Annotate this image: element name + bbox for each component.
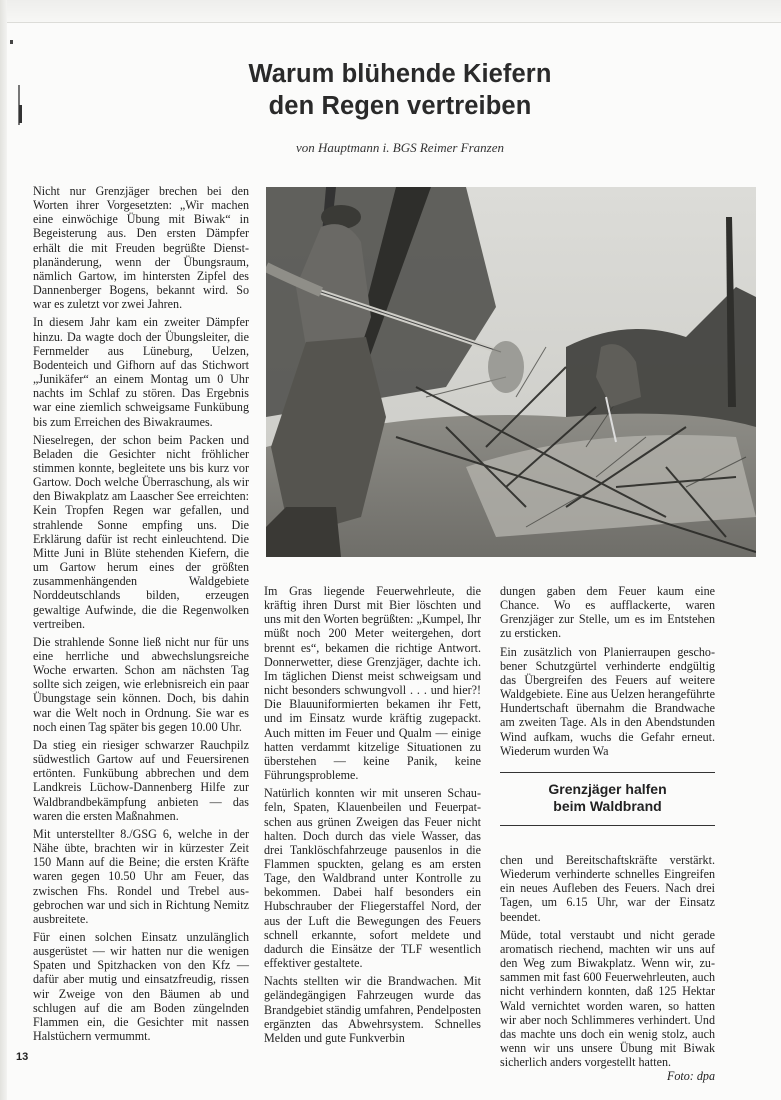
subheading-line-1: Grenzjäger halfen: [548, 781, 667, 797]
paragraph-text: Müde, total verstaubt und nicht gerade aromatisch riechend, machten wir uns auf den Weg zum Biwakplatz. Wenn wir, zusammen mit fast 600 Feuerwehrleuten, auch nicht verhindern konnten, daß 125 Hektar Wald vernichtet worden waren, so hatten wir aber noch Schlimmeres verhindert. Und das machte uns doch ein wenig stolz, auch wenn wir uns unsere Übung mit Biwak sicherlich anders vorgestellt hatten.: [500, 927, 715, 1070]
article-column-3-top: [500, 584, 715, 762]
paragraph: Im Gras liegende Feuerwehrleute, die kräftig ihren Durst mit Bier löschten und uns mit den Worten begrüßten: „Kumpel, Ihr müßt noch 200 Meter weitergehen, dort brennt es“, bekamen die richtige Antwort. Donnerwetter, diese Grenzjäger, dachte ich. Im täglichen Dienst meist schweigsam und nicht besonders schwungvoll . . . und hier?! Die Blauuniformierten bekamen ihr Fett, und im Einsatz wurde kräftig zugepackt. Auch mitten im Feuer und Qualm — einige hatten verdammt kitzelige Situationen zu überstehen — keine Panik, keine Führungsprobleme.: [264, 584, 481, 783]
paragraph: Ein zusätzlich von Planierraupen geschobener Schutzgürtel verhinderte endgültig das Übergreifen des Feuers auf weitere Waldgebiete. Eine aus Uelzen herangeführte Hundertschaft übernahm die Brandwache am zweiten Tage. Als in den Abendstunden Wind aufkam, wuchs die Gefahr erneut. Wiederum wurden Wa: [500, 644, 715, 758]
scan-edge-top: [0, 0, 781, 23]
subheading-box: [500, 772, 715, 826]
paragraph: Nicht nur Grenzjäger brechen bei den Worten ihrer Vorgesetzten: „Wir machen eine einwöchige Übung mit Biwak“ in Begeisterung aus. Den ersten Dämpfer erhält die mit Freuden begrüßte Dienstplanänderung, wenn der Übungsraum, nämlich Gartow, im hintersten Zipfel des Dannenberger Bogens, bekannt wird. So war es zuletzt vor zwei Jahren.: [33, 184, 249, 312]
paragraph: Natürlich konnten wir mit unseren Schaufeln, Spaten, Klauenbeilen und Feuerpatschen aus grünen Zweigen das Feuer nicht halten. Doch durch das viele Wasser, das drei Tanklöschfahrzeuge pausenlos in die Flammen spuckten, gelang es am ersten Tage, den Waldbrand unter Kontrolle zu bekommen. Dabei half besonders ein Hubschrauber der Fliegerstaffel Nord, der aus der Luft die Bewegungen des Feuers schnell erkannte, sofort meldete und dadurch die Einsätze der TLF wesentlich effektiver gestaltete.: [264, 786, 481, 971]
photo-icon: [266, 187, 756, 557]
photo-credit: Foto: dpa: [666, 1069, 715, 1084]
byline: von Hauptmann i. BGS Reimer Franzen: [296, 140, 504, 155]
margin-mark: [19, 105, 22, 123]
article-column-2: [264, 584, 481, 1049]
article-photo: [266, 187, 756, 557]
page-number: 13: [16, 1051, 29, 1063]
article-column-3-bottom: [500, 853, 715, 1084]
paragraph: [500, 927, 715, 1084]
paragraph: Mit unterstellter 8./GSG 6, welche in der Nähe übte, brachten wir in kürzester Zeit 150 Mann auf die Beine; die ersten Kräfte waren gegen 10.50 Uhr am Feuer, das zwischen Fhs. Rondel und Trebel ausgebrochen war und sich in Richtung Nemitz ausbreitete.: [33, 826, 249, 926]
article-title: [150, 58, 650, 122]
margin-mark: [10, 40, 13, 44]
title-line-1: Warum blühende Kiefern: [248, 60, 552, 88]
paragraph: Nieselregen, der schon beim Packen und Beladen die Gesichter nicht fröhlicher stimmen konnte, begleitete uns bis kurz vor Gartow. Doch welche Überraschung, als wir den Biwakplatz am Laascher See erreichten: Kein Tropfen Regen war gefallen, und strahlende Sonne empfing uns. Die Erklärung dafür ist recht einleuchtend. Die Mitte Juni in Blüte stehenden Kiefern, die um Gartow herum eines der größten zusammenhängenden Waldgebiete Norddeutschlands bilden, erzeugen gewaltige Aufwinde, die die Regenwolken vertreiben.: [33, 432, 249, 631]
paragraph: Da stieg ein riesiger schwarzer Rauchpilz südwestlich Gartow auf und Feuersirenen ertönten. Funkübung abbrechen und dem Landkreis Lüchow-Dannenberg Hilfe zur Waldbrandbekämpfung anbieten — das waren die ersten Maßnahmen.: [33, 737, 249, 823]
scan-edge-left: [0, 0, 7, 1100]
article-column-1: [33, 184, 249, 1047]
paragraph: In diesem Jahr kam ein zweiter Dämpfer hinzu. Da wagte doch der Übungsleiter, die Fernmelder aus Lüneburg, Uelzen, Bodenteich und Gifhorn auf das Stichwort „Junikäfer“ an einem Montag um 0 Uhr nachts im Schlaf zu stören. Das Ergebnis war eine ziemlich schweigsame Funkübung bis zum Erreichen des Biwakraumes.: [33, 315, 249, 429]
subheading-line-2: beim Waldbrand: [553, 798, 662, 814]
title-line-2: den Regen vertreiben: [268, 92, 532, 120]
paragraph: Die strahlende Sonne ließ nicht nur für uns eine herrliche und abwechslungsreiche Woche erwarten. Schon am nächsten Tag sollte sich zeigen, wie erlebnisreich ein paar Übungstage sein können. Doch, bis dahin war die Welt noch in Ordnung. Sie war es noch einen Tag später bis gegen 10.00 Uhr.: [33, 634, 249, 734]
paragraph: chen und Bereitschaftskräfte verstärkt. Wiederum verhinderte schnelles Eingreifen ein neues Aufleben des Feuers. Nach drei Tagen, um 6.15 Uhr, war der Einsatz beendet.: [500, 853, 715, 924]
paragraph: Nachts stellten wir die Brandwachen. Mit geländegängigen Fahrzeugen wurde das Brandgebiet ständig umfahren, Pendelposten ergänzten das Abwehrsystem. Schnelles Melden und gute Funkverbin: [264, 974, 481, 1045]
paragraph: dungen gaben dem Feuer kaum eine Chance. Wo es aufflackerte, waren Grenzjäger zur Stelle, um es im Entstehen zu ersticken.: [500, 584, 715, 641]
paragraph: Für einen solchen Einsatz unzulänglich ausgerüstet — wir hatten nur die wenigen Spaten und Spitzhacken von den Kfz — dafür aber mutig und einsatzfreudig, rissen wir Zweige von den Bäumen ab und schlugen auf die am Boden züngelnden Flammen ein, die Gesichter mit nassen Halstüchern vermummt.: [33, 929, 249, 1044]
